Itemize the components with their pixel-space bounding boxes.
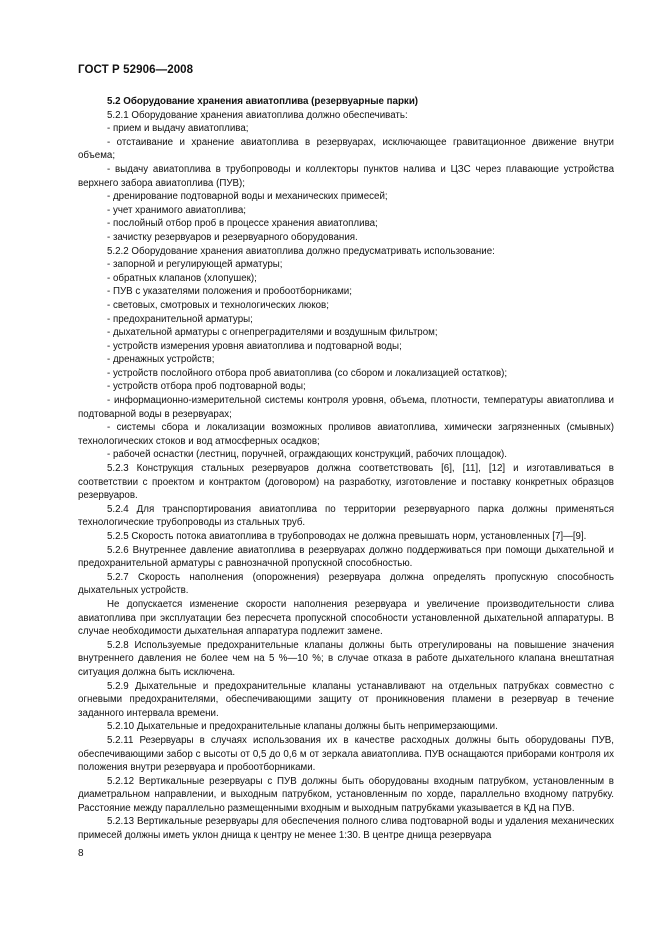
list-item: - дренажных устройств; xyxy=(107,354,215,366)
paragraph: 5.2.7 Скорость наполнения (опорожнения) резервуара должна определять пропускную способность дыхательных устройств. xyxy=(78,571,614,597)
list-item: - послойный отбор проб в процессе хранения авиатоплива; xyxy=(107,218,378,230)
list-item: - ПУВ с указателями положения и пробоотборниками; xyxy=(107,286,352,298)
list-item: - дренирование подтоварной воды и механических примесей; xyxy=(107,191,388,203)
paragraph: Не допускается изменение скорости наполнения резервуара и увеличение производительности слива авиатоплива при эксплуатации без пересчета пропускной способности установленной дыхательной аппаратуры. В случае необходимости дыхательная аппаратура подлежит замене. xyxy=(78,598,614,638)
list-item: - обратных клапанов (хлопушек); xyxy=(107,272,257,284)
paragraph: 5.2.5 Скорость потока авиатоплива в трубопроводах не должна превышать норм, установленных [7]—[9]. xyxy=(107,531,587,542)
paragraph: 5.2.10 Дыхательные и предохранительные клапаны должны быть непримерзающими. xyxy=(107,721,498,733)
page-number: 8 xyxy=(78,848,84,859)
list-item: - отстаивание и хранение авиатоплива в резервуарах, исключающее гравитационное движение внутри объема; xyxy=(78,136,614,162)
paragraph: 5.2.6 Внутреннее давление авиатоплива в резервуарах должно поддерживаться при помощи дыхательной и предохранительной арматуры с равнозначной пропускной способностью. xyxy=(78,544,614,570)
list-item: - устройств измерения уровня авиатоплива и подтоварной воды; xyxy=(107,340,402,352)
list-item: - дыхательной арматуры с огнепреградителями и воздушным фильтром; xyxy=(107,327,438,339)
paragraph: 5.2.3 Конструкция стальных резервуаров должна соответствовать [6], [11], [12] и изготавливаться в соответствии с проектом и контрактом (договором) на разработку, изготовление и поставку конкретных образцов резервуаров. xyxy=(78,463,614,502)
list-item: - выдачу авиатоплива в трубопроводы и коллекторы пунктов налива и ЦЗС через плавающие устройства верхнего забора авиатоплива (ПУВ); xyxy=(78,163,614,189)
list-item: - рабочей оснастки (лестниц, поручней, ограждающих конструкций, рабочих площадок). xyxy=(107,449,508,461)
paragraph: 5.2.13 Вертикальные резервуары для обеспечения полного слива подтоварной воды и удаления механических примесей должны иметь уклон днища к центру не менее 1:30. В центре днища резервуара xyxy=(78,816,614,842)
paragraph: 5.2.2 Оборудование хранения авиатоплива должно предусматривать использование: xyxy=(107,245,495,257)
list-item: - информационно-измерительной системы контроля уровня, объема, плотности, температуры авиатоплива и подтоварной воды в резервуарах; xyxy=(78,395,614,420)
paragraph: 5.2.11 Резервуары в случаях использования их в качестве расходных должны быть оборудованы ПУВ, обеспечивающими забор с высоты от 0,5 до 0,6 м от зеркала авиатоплива. ПУВ оснащаются приборами контроля их положения внутри резервуара и пробоотборниками. xyxy=(78,734,614,774)
list-item: - предохранительной арматуры; xyxy=(107,313,253,325)
list-item: - устройств послойного отбора проб авиатоплива (со сбором и локализацией остатков); xyxy=(107,367,508,379)
document-code-header: ГОСТ Р 52906—2008 xyxy=(78,64,194,76)
paragraph: 5.2.1 Оборудование хранения авиатоплива должно обеспечивать: xyxy=(107,109,408,121)
list-item: - устройств отбора проб подтоварной воды; xyxy=(107,381,306,393)
paragraph: 5.2.4 Для транспортирования авиатоплива по территории резервуарного парка должны применяться технологические трубопроводы из стальных труб. xyxy=(78,503,614,529)
list-item: - учет хранимого авиатоплива; xyxy=(107,204,246,216)
list-item: - зачистку резервуаров и резервуарного оборудования. xyxy=(107,231,358,243)
list-item: - прием и выдачу авиатоплива; xyxy=(107,123,249,135)
list-item: - запорной и регулирующей арматуры; xyxy=(107,259,283,271)
paragraph: 5.2.8 Используемые предохранительные клапаны должны быть отрегулированы на повышение значения внутреннего давления не более чем на 5 %—10 %; в случае отказа в работе дыхательного клапана внештатная ситуация должна быть исключена. xyxy=(78,639,614,678)
paragraph: 5.2.9 Дыхательные и предохранительные клапаны устанавливают на отдельных патрубках совместно с огневыми предохранителями, обеспечивающими защиту от проникновения пламени в резервуар в течение заданного интервала времени. xyxy=(78,680,614,719)
list-item: - световых, смотровых и технологических люков; xyxy=(107,299,329,311)
section-body xyxy=(78,95,614,843)
section-heading: 5.2 Оборудование хранения авиатоплива (резервуарные парки) xyxy=(107,96,419,107)
list-item: - системы сбора и локализации возможных проливов авиатоплива, химически загрязненных (смывных) технологических стоков и вод атмосферных осадков; xyxy=(78,422,614,447)
paragraph: 5.2.12 Вертикальные резервуары с ПУВ должны быть оборудованы входным патрубком, установленным в диаметральном направлении, и выходным патрубком, установленным по хорде, параллельно входному патрубку. Расстояние между параллельно размещенными входным и выходным патрубками указывается в КД на ПУВ. xyxy=(78,775,614,814)
